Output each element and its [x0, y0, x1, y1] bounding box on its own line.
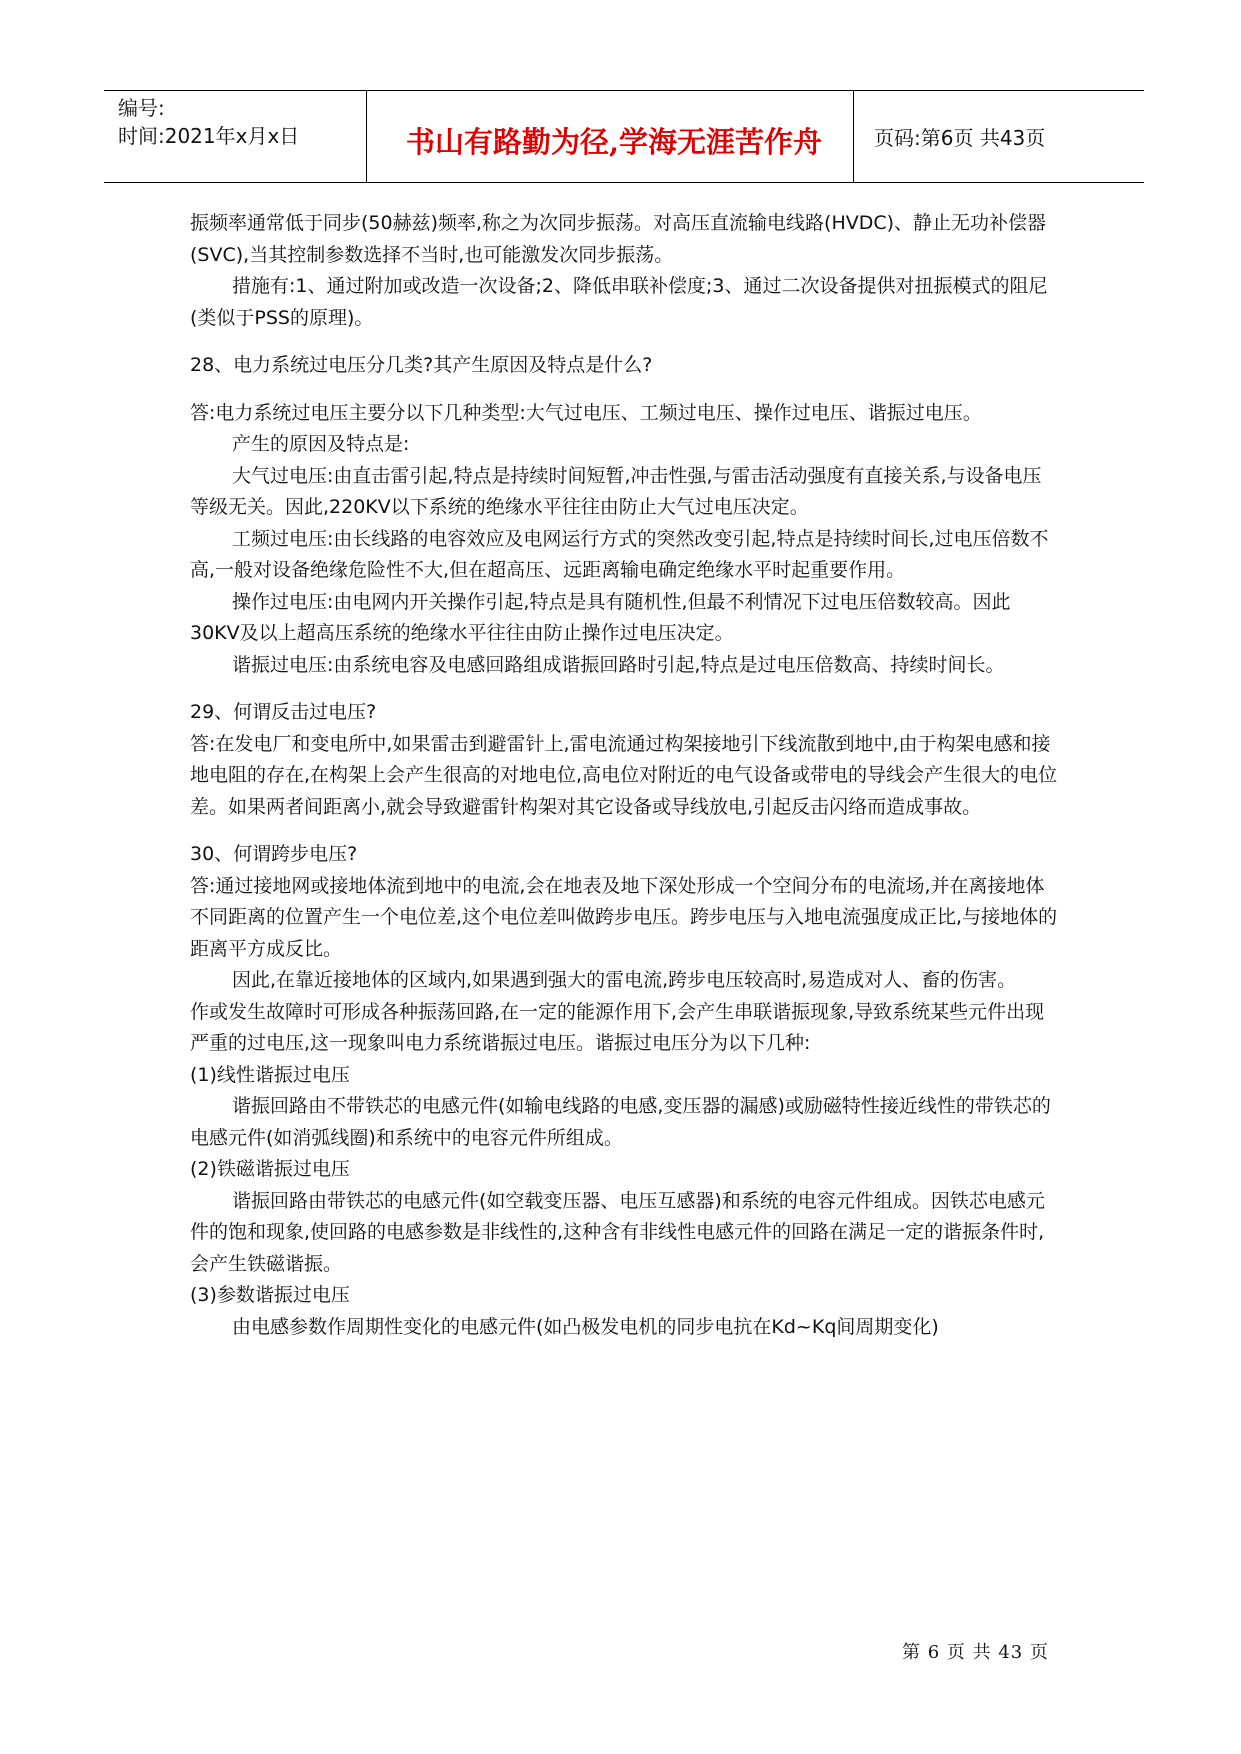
- header-divider-left: [366, 90, 367, 182]
- subheading: (1)线性谐振过电压: [190, 1063, 350, 1086]
- paragraph: 措施有:1、通过附加或改造一次设备;2、降低串联补偿度;3、通过二次设备提供对扭振模式的阻尼(类似于PSS的原理)。: [190, 275, 1048, 329]
- header-bottom-rule: [104, 182, 1144, 183]
- header-top-rule: [104, 90, 1144, 91]
- paragraph: 工频过电压:由长线路的电容效应及电网运行方式的突然改变引起,特点是持续时间长,过电压倍数不高,一般对设备绝缘危险性不大,但在超高压、远距离输电确定绝缘水平时起重要作用。: [190, 527, 1049, 581]
- paragraph: 谐振回路由不带铁芯的电感元件(如输电线路的电感,变压器的漏感)或励磁特性接近线性的带铁芯的电感元件(如消弧线圈)和系统中的电容元件所组成。: [190, 1095, 1051, 1149]
- header-motto: 书山有路勤为径,学海无涯苦作舟: [405, 125, 823, 159]
- answer-30: 答:通过接地网或接地体流到地中的电流,会在地表及地下深处形成一个空间分布的电流场,并在离接地体不同距离的位置产生一个电位差,这个电位差叫做跨步电压。跨步电压与入地电流强度成正比,与接地体的距离平方成反比。: [190, 874, 1058, 960]
- paragraph: 振频率通常低于同步(50赫兹)频率,称之为次同步振荡。对高压直流输电线路(HVDC)、静止无功补偿器(SVC),当其控制参数选择不当时,也可能激发次同步振荡。: [190, 212, 1047, 266]
- body-text: [190, 208, 1060, 1343]
- answer-28: 答:电力系统过电压主要分以下几种类型:大气过电压、工频过电压、操作过电压、谐振过电压。: [190, 401, 982, 424]
- number-label: 编号:: [118, 96, 165, 120]
- subheading: (3)参数谐振过电压: [190, 1284, 350, 1306]
- paragraph: 因此,在靠近接地体的区域内,如果遇到强大的雷电流,跨步电压较高时,易造成对人、畜的伤害。: [232, 969, 1017, 991]
- header-page-info: 页码:第6页 共43页: [874, 126, 1046, 150]
- paragraph: 谐振回路由带铁芯的电感元件(如空载变压器、电压互感器)和系统的电容元件组成。因铁芯电感元件的饱和现象,使回路的电感参数是非线性的,这种含有非线性电感元件的回路在满足一定的谐振条件时,会产生铁磁谐振。: [190, 1189, 1045, 1275]
- page-header: [104, 90, 1144, 182]
- question-30: 30、何谓跨步电压?: [190, 843, 358, 865]
- time-label: 时间:2021年x月x日: [118, 124, 300, 148]
- question-29: 29、何谓反击过电压?: [190, 701, 377, 723]
- paragraph: 产生的原因及特点是:: [232, 433, 410, 455]
- page-footer: 第 6 页 共 43 页: [902, 1642, 1049, 1663]
- answer-29: 答:在发电厂和变电所中,如果雷击到避雷针上,雷电流通过构架接地引下线流散到地中,由于构架电感和接地电阻的存在,在构架上会产生很高的对地电位,高电位对附近的电气设备或带电的导线会产生很大的电位差。如果两者间距离小,就会导致避雷针构架对其它设备或导线放电,引起反击闪络而造成事故。: [190, 732, 1058, 818]
- paragraph: 谐振过电压:由系统电容及电感回路组成谐振回路时引起,特点是过电压倍数高、持续时间长。: [232, 653, 1005, 676]
- header-meta: [118, 94, 299, 150]
- paragraph: 大气过电压:由直击雷引起,特点是持续时间短暂,冲击性强,与雷击活动强度有直接关系,与设备电压等级无关。因此,220KV以下系统的绝缘水平往往由防止大气过电压决定。: [190, 464, 1042, 518]
- paragraph: 操作过电压:由电网内开关操作引起,特点是具有随机性,但最不利情况下过电压倍数较高。因此30KV及以上超高压系统的绝缘水平往往由防止操作过电压决定。: [190, 590, 1011, 644]
- subheading: (2)铁磁谐振过电压: [190, 1158, 350, 1180]
- question-28: 28、电力系统过电压分几类?其产生原因及特点是什么?: [190, 354, 653, 376]
- paragraph: 作或发生故障时可形成各种振荡回路,在一定的能源作用下,会产生串联谐振现象,导致系统某些元件出现严重的过电压,这一现象叫电力系统谐振过电压。谐振过电压分为以下几种:: [190, 1000, 1045, 1054]
- paragraph: 由电感参数作周期性变化的电感元件(如凸极发电机的同步电抗在Kd~Kq间周期变化): [232, 1315, 939, 1338]
